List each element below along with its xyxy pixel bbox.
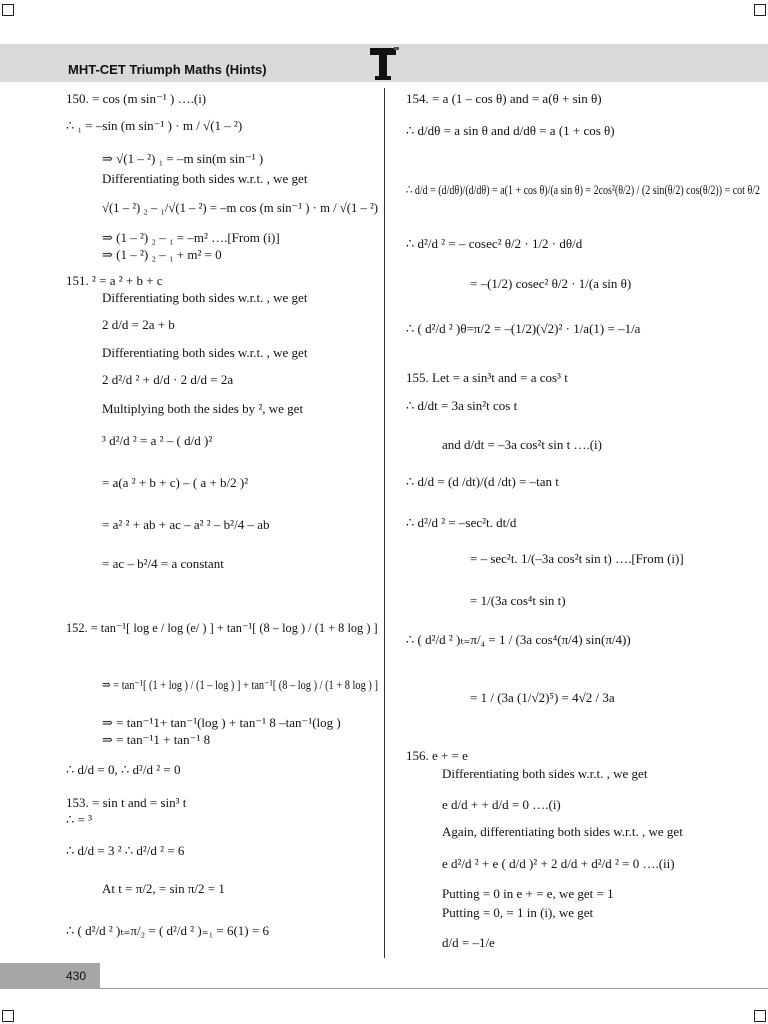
text-line: = 1 / (3a (1/√2)⁵) = 4√2 / 3a	[470, 690, 615, 705]
footer-rule	[100, 988, 768, 989]
text-line: = a² ² + ab + ac – a² ² – b²/4 – ab	[102, 517, 270, 532]
text-line: and d/dt = –3a cos²t sin t ….(i)	[442, 437, 602, 452]
text-line: ⇒ (1 – ²) ₂ – ₁ = –m² ….[From (i)]	[102, 230, 280, 245]
column-divider	[384, 88, 385, 958]
text-line: ∴ ₁ = –sin (m sin⁻¹ ) · m / √(1 – ²)	[66, 118, 243, 133]
text-line: 155. Let = a sin³t and = a cos³ t	[406, 370, 568, 385]
publisher-logo-icon	[366, 46, 400, 82]
text-line: ∴ ( d²/d ² )ₜ₌π/₂ = ( d²/d ² )₌₁ = 6(1) = 6	[66, 923, 269, 938]
text-line: ∴ d/d = (d /dt)/(d /dt) = –tan t	[406, 474, 559, 489]
text-line: e d/d + + d/d = 0 ….(i)	[442, 797, 561, 812]
text-line: ∴ d/d = 3 ² ∴ d²/d ² = 6	[66, 843, 185, 858]
text-line: Differentiating both sides w.r.t. , we get	[102, 345, 308, 360]
text-line: 2 d²/d ² + d/d · 2 d/d = 2a	[102, 372, 234, 387]
text-line: Differentiating both sides w.r.t. , we get	[442, 766, 648, 781]
text-line: e d²/d ² + e ( d/d )² + 2 d/d + d²/d ² = 0 ….(ii)	[442, 856, 675, 871]
crop-mark-bottom-right	[754, 1010, 766, 1022]
text-line: ∴ d/d = 0, ∴ d²/d ² = 0	[66, 762, 181, 777]
text-line: ⇒ √(1 – ²) ₁ = –m sin(m sin⁻¹ )	[102, 151, 264, 166]
crop-mark-bottom-left	[2, 1010, 14, 1022]
text-line: Differentiating both sides w.r.t. , we get	[102, 290, 308, 305]
text-line: 156. e + = e	[406, 748, 468, 763]
text-line: 150. = cos (m sin⁻¹ ) ….(i)	[66, 91, 207, 106]
text-line: ⇒ = tan⁻¹[ (1 + log ) / (1 – log ) ] + tan⁻¹[ (8 – log ) / (1 + 8 log ) ]	[102, 677, 378, 692]
text-line: ∴ ( d²/d ² )θ=π/2 = –(1/2)(√2)² · 1/a(1) = –1/a	[406, 321, 641, 336]
text-line: Differentiating both sides w.r.t. , we get	[102, 171, 308, 186]
page-number: 430	[66, 969, 87, 983]
text-line: ∴ = ³	[66, 812, 92, 827]
text-line: = a(a ² + b + c) – ( a + b/2 )²	[102, 475, 249, 490]
text-line: ⇒ = tan⁻¹1+ tan⁻¹(log ) + tan⁻¹ 8 –tan⁻¹(log )	[102, 715, 341, 730]
text-line: Multiplying both the sides by ², we get	[102, 401, 304, 416]
text-line: Again, differentiating both sides w.r.t. , we get	[442, 824, 683, 839]
page-title: MHT-CET Triumph Maths (Hints)	[68, 62, 267, 77]
text-line: 151. ² = a ² + b + c	[66, 273, 163, 288]
text-line: ∴ d/dθ = a sin θ and d/dθ = a (1 + cos θ)	[406, 123, 615, 138]
crop-mark-top-right	[754, 4, 766, 16]
text-line: ∴ ( d²/d ² )ₜ₌π/₄ = 1 / (3a cos⁴(π/4) sin(π/4))	[406, 632, 631, 647]
text-line: d/d = –1/e	[442, 935, 495, 950]
text-line: = –(1/2) cosec² θ/2 · 1/(a sin θ)	[470, 276, 632, 291]
crop-mark-top-left	[2, 4, 14, 16]
text-line: 2 d/d = 2a + b	[102, 317, 175, 332]
text-line: = 1/(3a cos⁴t sin t)	[470, 593, 566, 608]
text-line: ∴ d²/d ² = –sec²t. dt/d	[406, 515, 517, 530]
text-line: ∴ d²/d ² = – cosec² θ/2 · 1/2 · dθ/d	[406, 236, 583, 251]
text-line: ∴ d/d = (d/dθ)/(d/dθ) = a(1 + cos θ)/(a sin θ) = 2cos²(θ/2) / (2 sin(θ/2) cos(θ/2)) = cot θ/2	[406, 182, 761, 197]
text-line: ∴ d/dt = 3a sin²t cos t	[406, 398, 518, 413]
text-line: ⇒ = tan⁻¹1 + tan⁻¹ 8	[102, 732, 211, 747]
text-line: √(1 – ²) ₂ – ₁/√(1 – ²) = –m cos (m sin⁻¹ ) · m / √(1 – ²)	[102, 200, 379, 215]
text-line: Putting = 0 in e + = e, we get = 1	[442, 886, 614, 901]
text-line: 154. = a (1 – cos θ) and = a(θ + sin θ)	[406, 91, 602, 106]
text-line: = – sec²t. 1/(–3a cos²t sin t) ….[From (i)]	[470, 551, 684, 566]
text-line: ⇒ (1 – ²) ₂ – ₁ + m² = 0	[102, 247, 222, 262]
text-line: Putting = 0, = 1 in (i), we get	[442, 905, 594, 920]
text-line: 153. = sin t and = sin³ t	[66, 795, 187, 810]
text-line: 152. = tan⁻¹[ log e / log (e/ ) ] + tan⁻¹[ (8 – log ) / (1 + 8 log ) ]	[66, 620, 378, 635]
text-line: ³ d²/d ² = a ² – ( d/d )²	[102, 433, 213, 448]
text-line: = ac – b²/4 = a constant	[102, 556, 224, 571]
text-line: At t = π/2, = sin π/2 = 1	[102, 881, 225, 896]
